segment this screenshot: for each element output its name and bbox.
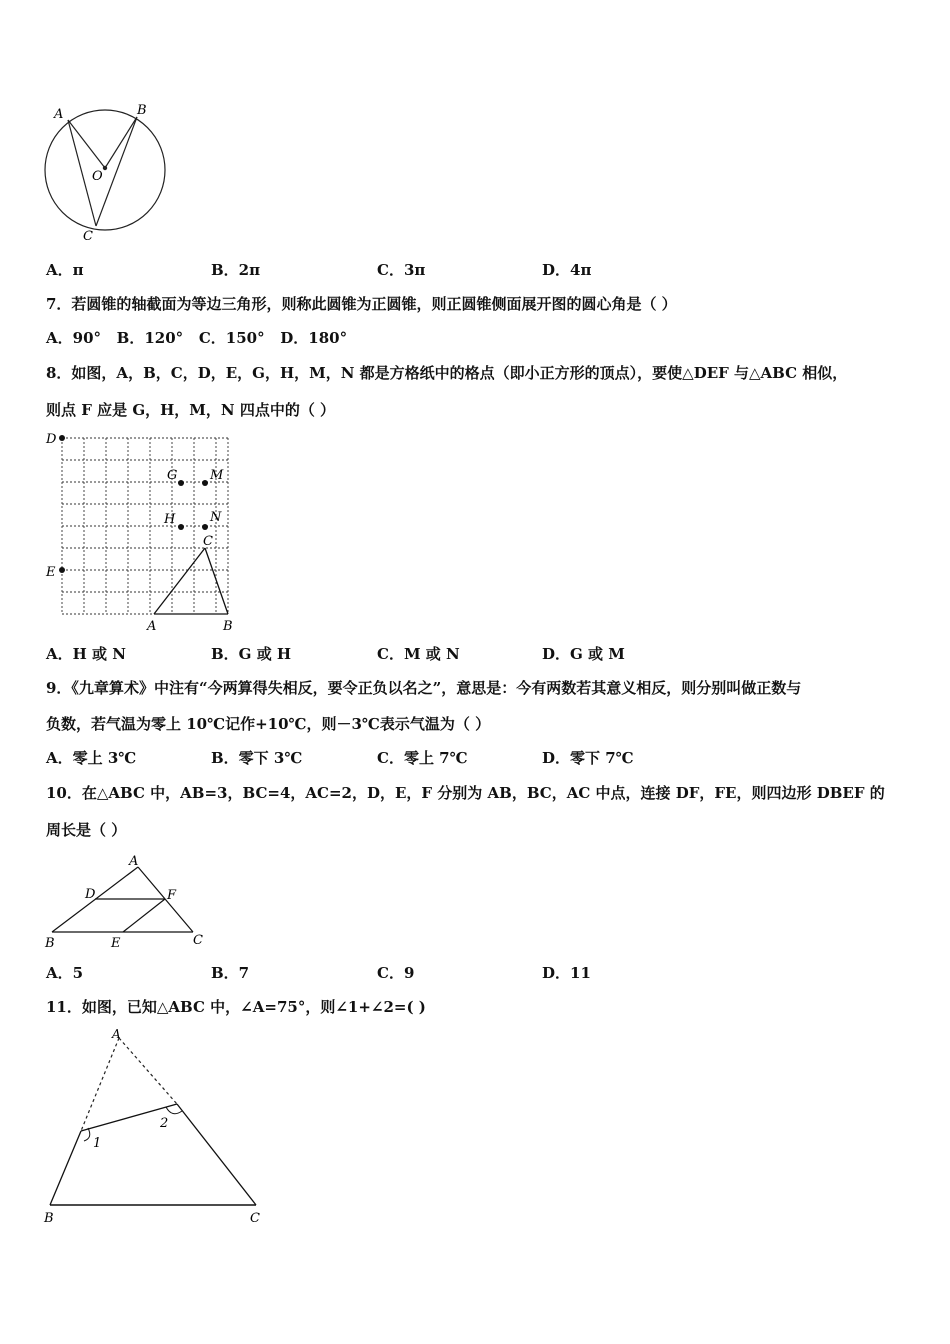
q8-point-e (59, 567, 65, 573)
q10-triangle-figure (40, 850, 220, 954)
q11-label-a: A (112, 1028, 121, 1041)
q8-label-n: N (210, 510, 222, 525)
q11-stem: 11．如图，已知△ABC 中，∠A=75°，则∠1+∠2=( ) (46, 998, 426, 1016)
q10-option-b[interactable]: B．7 (211, 964, 250, 982)
q6-circle-figure (38, 98, 178, 248)
q10-label-b: B (45, 936, 55, 951)
q8-point-d (59, 435, 65, 441)
q10-label-c: C (193, 933, 203, 948)
q9-option-c[interactable]: C．零上 7℃ (377, 749, 468, 767)
q10-stem-line2: 周长是（ ） (46, 821, 127, 839)
q11-dashed-right (119, 1038, 177, 1104)
q10-option-d[interactable]: D．11 (542, 964, 591, 982)
q8-point-m (202, 480, 208, 486)
q8-point-g (178, 480, 184, 486)
q6-center-dot (103, 166, 107, 170)
q8-label-d: D (46, 432, 57, 447)
q6-option-b[interactable]: B．2π (211, 261, 261, 279)
q9-option-d[interactable]: D．零下 7℃ (542, 749, 634, 767)
q10-option-a[interactable]: A．5 (46, 964, 84, 982)
q11-label-1: 1 (93, 1136, 102, 1151)
q10-stem-line1: 10．在△ABC 中，AB=3，BC=4，AC=2，D，E，F 分别为 AB，BC，AC 中点，连接 DF，FE，则四边形 DBEF 的 (46, 784, 885, 802)
q8-triangle-bc (205, 548, 228, 614)
q6-label-o: O (92, 169, 103, 184)
q11-label-b: B (44, 1211, 54, 1226)
q8-stem-line2: 则点 F 应是 G，H，M，N 四点中的（ ） (46, 401, 336, 419)
q6-option-c[interactable]: C．3π (377, 261, 426, 279)
q6-label-c: C (83, 229, 93, 244)
q9-option-b[interactable]: B．零下 3℃ (211, 749, 303, 767)
q9-stem-line1: 9．《九章算术》中注有“今两算得失相反，要令正负以名之”，意思是：今有两数若其意义相反，则分别叫做正数与 (46, 679, 802, 697)
q8-grid-figure (40, 428, 240, 636)
q8-label-m: M (210, 468, 224, 483)
q8-triangle-ac (154, 548, 205, 614)
q8-label-h: H (164, 512, 176, 527)
q8-point-n (202, 524, 208, 530)
q11-side-right (177, 1104, 256, 1205)
q8-stem-line1: 8．如图，A，B，C，D，E，G，H，M，N 都是方格纸中的格点（即小正方形的顶点），要使△DEF 与△ABC 相似， (46, 364, 848, 382)
q6-label-a: A (54, 107, 64, 122)
q8-label-g: G (167, 468, 178, 483)
q7-stem: 7．若圆锥的轴截面为等边三角形，则称此圆锥为正圆锥，则正圆锥侧面展开图的圆心角是（ ） (46, 295, 677, 313)
q8-label-e: E (46, 565, 56, 580)
q10-label-e: E (111, 936, 121, 951)
q10-option-c[interactable]: C．9 (377, 964, 415, 982)
q6-label-b: B (137, 103, 147, 118)
q10-label-d: D (85, 887, 96, 902)
q6-option-d[interactable]: D．4π (542, 261, 592, 279)
q8-option-a[interactable]: A．H 或 N (46, 645, 126, 663)
q10-label-f: F (167, 888, 177, 903)
q11-dashed-left (81, 1038, 119, 1131)
q11-triangle-figure (40, 1028, 280, 1234)
q8-label-c: C (203, 534, 213, 549)
q8-option-d[interactable]: D．G 或 M (542, 645, 625, 663)
q6-option-a[interactable]: A．π (46, 261, 84, 279)
q8-label-a: A (147, 619, 157, 634)
q8-point-h (178, 524, 184, 530)
q9-stem-line2: 负数，若气温为零上 10℃记作+10℃，则－3℃表示气温为（ ） (46, 715, 491, 733)
q7-options[interactable]: A．90° B．120° C．150° D．180° (46, 329, 348, 347)
q8-option-b[interactable]: B．G 或 H (211, 645, 292, 663)
q9-option-a[interactable]: A．零上 3℃ (46, 749, 137, 767)
q8-label-b: B (223, 619, 233, 634)
q10-label-a: A (129, 854, 139, 869)
q8-option-c[interactable]: C．M 或 N (377, 645, 460, 663)
q11-side-left (50, 1131, 81, 1205)
q11-label-c: C (250, 1211, 260, 1226)
q11-label-2: 2 (160, 1116, 169, 1131)
q6-line-ao (68, 120, 105, 168)
q10-segment-fe (123, 899, 165, 932)
